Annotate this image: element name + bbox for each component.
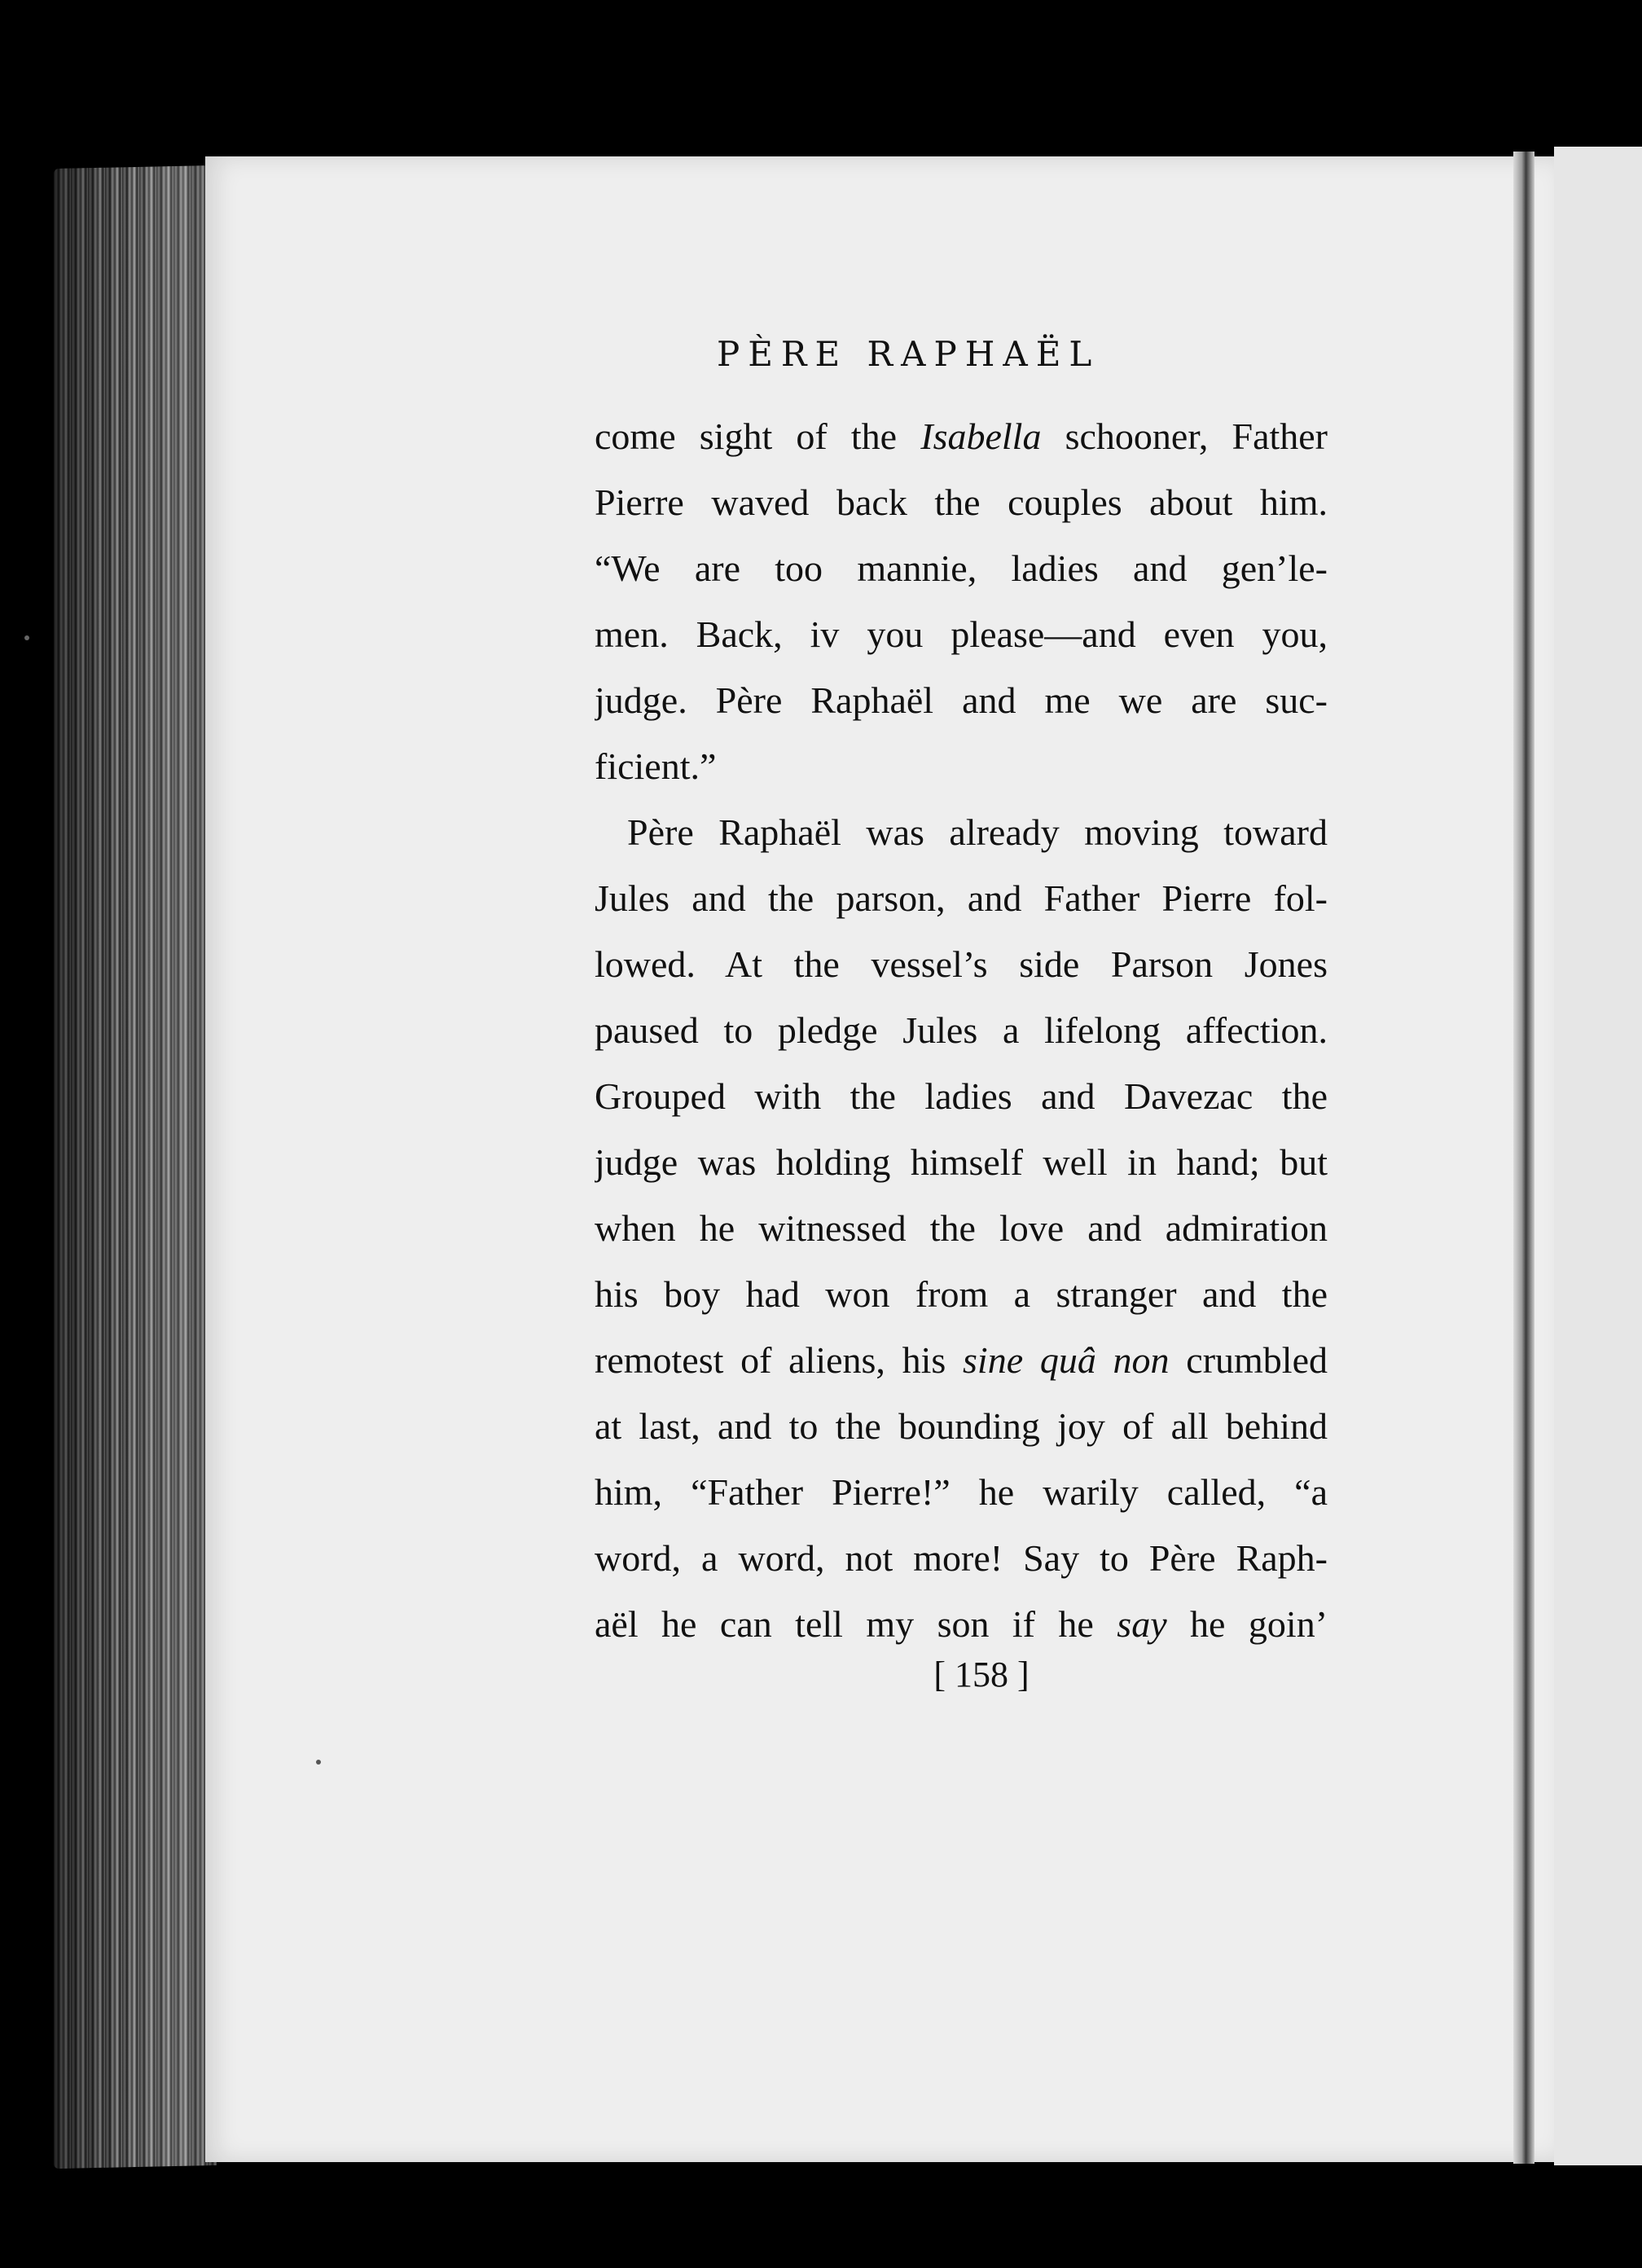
text-line: Grouped with the ladies and Davezac the	[595, 1075, 1328, 1117]
text-line: Jules and the parson, and Father Pierre fol-	[595, 877, 1328, 919]
text-line: his boy had won from a stranger and the	[595, 1273, 1328, 1315]
book-gutter	[1513, 152, 1534, 2164]
text-line: word, a word, not more! Say to Père Raph-	[595, 1537, 1328, 1579]
facing-page-edge	[1554, 147, 1642, 2165]
text-line: at last, and to the bounding joy of all behind	[595, 1405, 1328, 1447]
text-line: judge. Père Raphaël and me we are suc-	[595, 679, 1328, 721]
text-line: when he witnessed the love and admiration	[595, 1207, 1328, 1249]
text-line: aël he can tell my son if he say he goin’	[595, 1603, 1328, 1645]
dust-speck	[316, 1760, 321, 1765]
text-line: Pierre waved back the couples about him.	[595, 481, 1328, 523]
text-line: paused to pledge Jules a lifelong affection.	[595, 1009, 1328, 1051]
text-line: him, “Father Pierre!” he warily called, “a	[595, 1471, 1328, 1513]
dust-speck	[24, 635, 29, 640]
text-line: Père Raphaël was already moving toward	[627, 811, 1328, 853]
page-edge-shading	[54, 165, 217, 2169]
text-line: remotest of aliens, his sine quâ non crumbled	[595, 1339, 1328, 1381]
body-text	[595, 403, 1328, 1657]
text-line: come sight of the Isabella schooner, Father	[595, 415, 1328, 457]
text-line: judge was holding himself well in hand; but	[595, 1141, 1328, 1183]
page-number: [ 158 ]	[933, 1655, 1030, 1694]
text-line: lowed. At the vessel’s side Parson Jones	[595, 943, 1328, 985]
text-line: men. Back, iv you please—and even you,	[595, 613, 1328, 655]
text-line: ficient.”	[595, 745, 717, 787]
running-head: PÈRE RAPHAËL	[717, 334, 1100, 374]
text-line: “We are too mannie, ladies and gen’le-	[595, 547, 1328, 589]
